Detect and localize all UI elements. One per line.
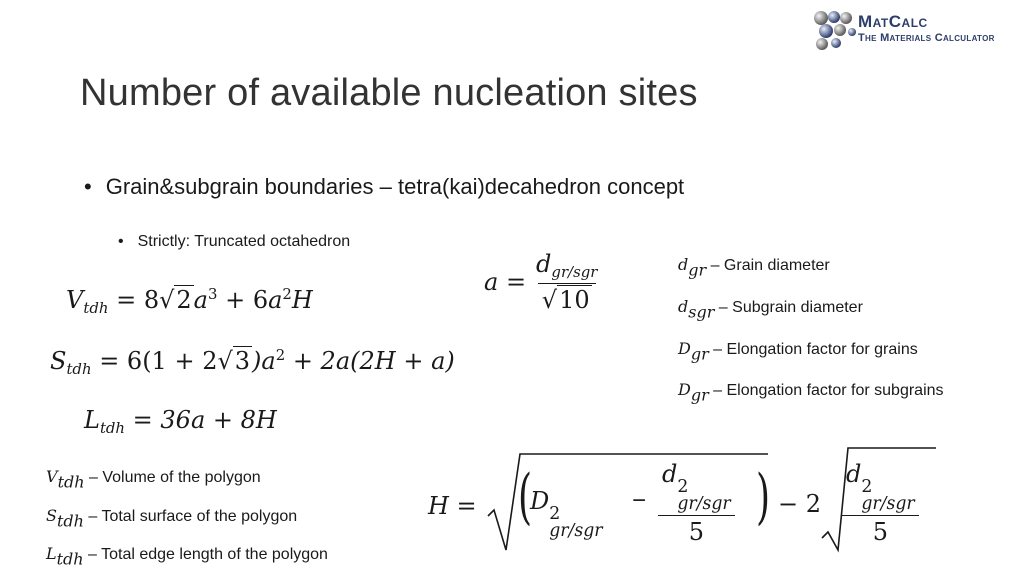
legend-subscript: tdh [57,472,85,492]
eq-text: = 6(1 + 2 [99,346,218,375]
fraction [532,250,601,314]
paren-close: ) [756,462,771,532]
bullet-level1 [84,174,684,200]
legend-symbol: V [46,467,58,486]
eq-symbol: d [536,250,552,278]
eq-subscript: tdh [99,419,126,438]
eq-symbol: d [846,460,862,488]
logo-name: MatCalc [858,12,928,31]
legend-symbol: L [46,544,57,563]
sqrt-radicand: 3 [234,346,251,375]
eq-power: 2 [275,346,286,364]
legend-symbol: d [678,255,689,274]
equation-length [84,406,277,437]
legend-right-item [678,339,918,364]
eq-text: a = [484,268,527,297]
legend-left-item [46,506,297,531]
legend-text: – Subgrain diameter [714,299,863,316]
legend-symbol: S [46,506,57,525]
legend-text: – Elongation factor for subgrains [708,382,944,399]
legend-right-item [678,380,944,405]
term-D-squared [530,487,603,540]
eq-symbol: a [268,285,283,314]
eq-power: 3 [207,285,218,303]
logo-tagline: The Materials Calculator [858,32,995,44]
bullet-dot: • [84,174,92,199]
legend-symbol: d [678,297,689,316]
eq-symbol: H [291,285,313,314]
eq-power: 2 [677,476,689,497]
eq-symbol: D [530,487,550,515]
legend-left-item [46,467,261,492]
eq-power: 2 [282,285,292,303]
equation-H-lhs: H = [428,492,477,520]
bullet-level2 [118,233,350,251]
paren-open: ( [518,462,533,532]
legend-right-item [678,297,863,322]
legend-symbol: D [678,380,691,399]
equation-volume [66,285,313,317]
eq-text: = 36a + 8H [132,406,277,434]
page-title: Number of available nucleation sites [80,72,698,114]
sqrt-radicand: 10 [559,286,590,315]
eq-subscript: tdh [66,360,92,379]
legend-subscript: tdh [56,549,84,569]
eq-text: )a [252,346,276,375]
eq-minus: − [632,487,647,514]
legend-symbol: D [678,339,691,358]
sqrt-sign: √ [159,285,175,314]
logo-spheres-icon [812,8,858,54]
sqrt-sign: √ [217,346,233,375]
eq-symbol: a [193,285,208,314]
eq-symbol: V [66,285,84,314]
legend-subscript: gr [690,344,709,364]
eq-subscript: gr/sgr [551,263,598,282]
fraction-d2-over-5 [658,460,735,546]
eq-power: 2 [549,503,561,524]
legend-text: – Total edge length of the polygon [83,546,328,563]
sqrt-radicand: 2 [176,285,192,314]
eq-subscript: tdh [83,299,109,318]
eq-subscript: gr/sgr [677,493,731,514]
eq-subscript: gr/sgr [549,520,603,541]
legend-subscript: tdh [56,511,84,531]
legend-subscript: gr [690,385,709,405]
eq-denominator: 5 [842,515,919,546]
eq-minus-two: − 2 [778,490,822,518]
equation-surface [50,346,455,378]
fraction-d2-over-5-sqrt [842,460,919,546]
eq-denominator: 5 [658,515,735,546]
eq-symbol: d [662,460,678,488]
bullet-level1-text: Grain&subgrain boundaries – tetra(kai)decahedron concept [105,174,685,199]
bullet-level2-text: Strictly: Truncated octahedron [137,233,351,250]
eq-subscript: gr/sgr [861,493,915,514]
eq-text: + 6 [217,285,269,314]
eq-text: + 2a(2H + a) [285,346,455,375]
sqrt-sign: √ [541,286,558,315]
eq-symbol: S [50,346,67,375]
bullet-dot: • [118,233,124,250]
eq-symbol: L [84,406,100,434]
legend-text: – Volume of the polygon [84,469,261,486]
legend-text: – Elongation factor for grains [708,341,918,358]
legend-left-item [46,544,328,569]
eq-power: 2 [861,476,873,497]
legend-text: – Grain diameter [706,257,830,274]
legend-right-item [678,255,830,280]
eq-text: = 8 [116,285,160,314]
equation-a [484,250,601,314]
legend-subscript: gr [688,260,707,280]
legend-subscript: sgr [688,302,715,322]
legend-text: – Total surface of the polygon [83,508,298,525]
